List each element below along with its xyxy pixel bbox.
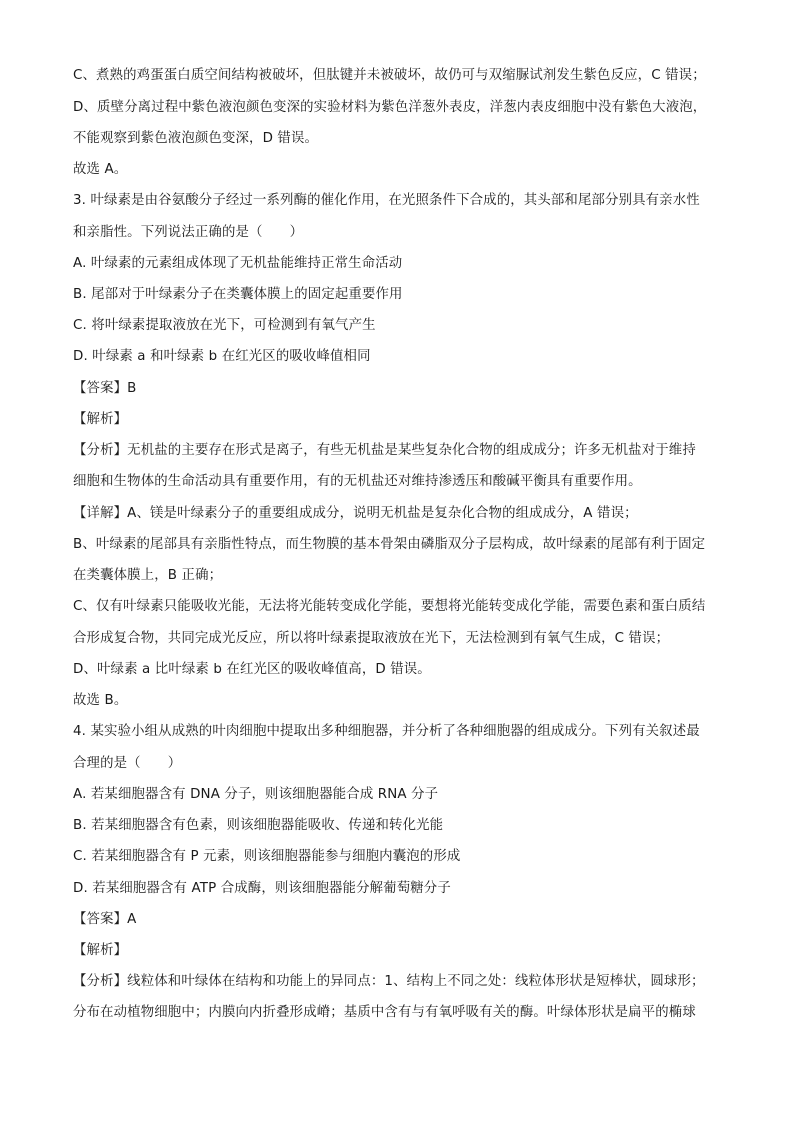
question-4-stem-cont: 合理的是（ ） [73,756,182,771]
question-3-answer: 【答案】B [73,381,137,396]
question-3-option-a: A. 叶绿素的元素组成体现了无机盐能维持正常生命活动 [73,256,403,271]
question-4-option-a: A. 若某细胞器含有 DNA 分子，则该细胞器能合成 RNA 分子 [73,787,439,802]
question-4-option-b: B. 若某细胞器含有色素，则该细胞器能吸收、传递和转化光能 [73,818,444,833]
question-4-option-d: D. 若某细胞器含有 ATP 合成酶，则该细胞器能分解葡萄糖分子 [73,881,451,896]
question-4-answer: 【答案】A [73,912,137,927]
text-line-c-option-explanation: C、煮熟的鸡蛋蛋白质空间结构被破坏，但肽键并未被破坏，故仍可与双缩脲试剂发生紫色反应，C 错误； [73,68,706,83]
question-3-detail-b-cont: 在类囊体膜上，B 正确； [73,568,223,583]
text-line-d-option-explanation-cont: 不能观察到紫色液泡颜色变深，D 错误。 [73,131,319,146]
question-4-analysis: 【分析】线粒体和叶绿体在结构和功能上的异同点：1、结构上不同之处：线粒体形状是短棒状，圆球形； [73,974,705,989]
question-3-stem-cont: 和亲脂性。下列说法正确的是（ ） [73,225,304,240]
question-3-option-b: B. 尾部对于叶绿素分子在类囊体膜上的固定起重要作用 [73,287,403,302]
question-3-choose-b: 故选 B。 [73,693,128,708]
question-3-detail-c-cont: 合形成复合物，共同完成光反应，所以将叶绿素提取液放在光下，无法检测到有氧气生成，C 错误； [73,631,670,646]
question-3-analysis: 【分析】无机盐的主要存在形式是离子，有些无机盐是某些复杂化合物的组成成分；许多无机盐对于维持 [73,443,696,458]
question-3-detail-b: B、叶绿素的尾部具有亲脂性特点，而生物膜的基本骨架由磷脂双分子层构成，故叶绿素的尾部有利于固定 [73,537,706,552]
question-3-detail-a: 【详解】A、镁是叶绿素分子的重要组成成分，说明无机盐是复杂化合物的组成成分，A 错误； [73,506,638,521]
question-3-option-c: C. 将叶绿素提取液放在光下，可检测到有氧气产生 [73,318,376,333]
text-line-d-option-explanation: D、质壁分离过程中紫色液泡颜色变深的实验材料为紫色洋葱外表皮，洋葱内表皮细胞中没有紫色大液泡， [73,100,707,115]
question-4-option-c: C. 若某细胞器含有 P 元素，则该细胞器能参与细胞内囊泡的形成 [73,849,461,864]
question-3-stem: 3. 叶绿素是由谷氨酸分子经过一系列酶的催化作用，在光照条件下合成的，其头部和尾部分别具有亲水性 [73,193,700,208]
question-3-option-d: D. 叶绿素 a 和叶绿素 b 在红光区的吸收峰值相同 [73,349,371,364]
question-3-detail-d: D、叶绿素 a 比叶绿素 b 在红光区的吸收峰值高，D 错误。 [73,662,431,677]
question-3-detail-c: C、仅有叶绿素只能吸收光能，无法将光能转变成化学能，要想将光能转变成化学能，需要色素和蛋白质结 [73,599,706,614]
text-line-choose-a: 故选 A。 [73,162,128,177]
question-4-analysis-heading: 【解析】 [73,943,128,958]
question-4-stem: 4. 某实验小组从成熟的叶肉细胞中提取出多种细胞器，并分析了各种细胞器的组成成分。下列有关叙述最 [73,724,700,739]
question-3-analysis-cont: 细胞和生物体的生命活动具有重要作用，有的无机盐还对维持渗透压和酸碱平衡具有重要作用。 [73,474,642,489]
question-3-analysis-heading: 【解析】 [73,412,128,427]
question-4-analysis-cont: 分布在动植物细胞中；内膜向内折叠形成嵴；基质中含有与有氧呼吸有关的酶。叶绿体形状是扁平的椭球 [73,1005,696,1020]
